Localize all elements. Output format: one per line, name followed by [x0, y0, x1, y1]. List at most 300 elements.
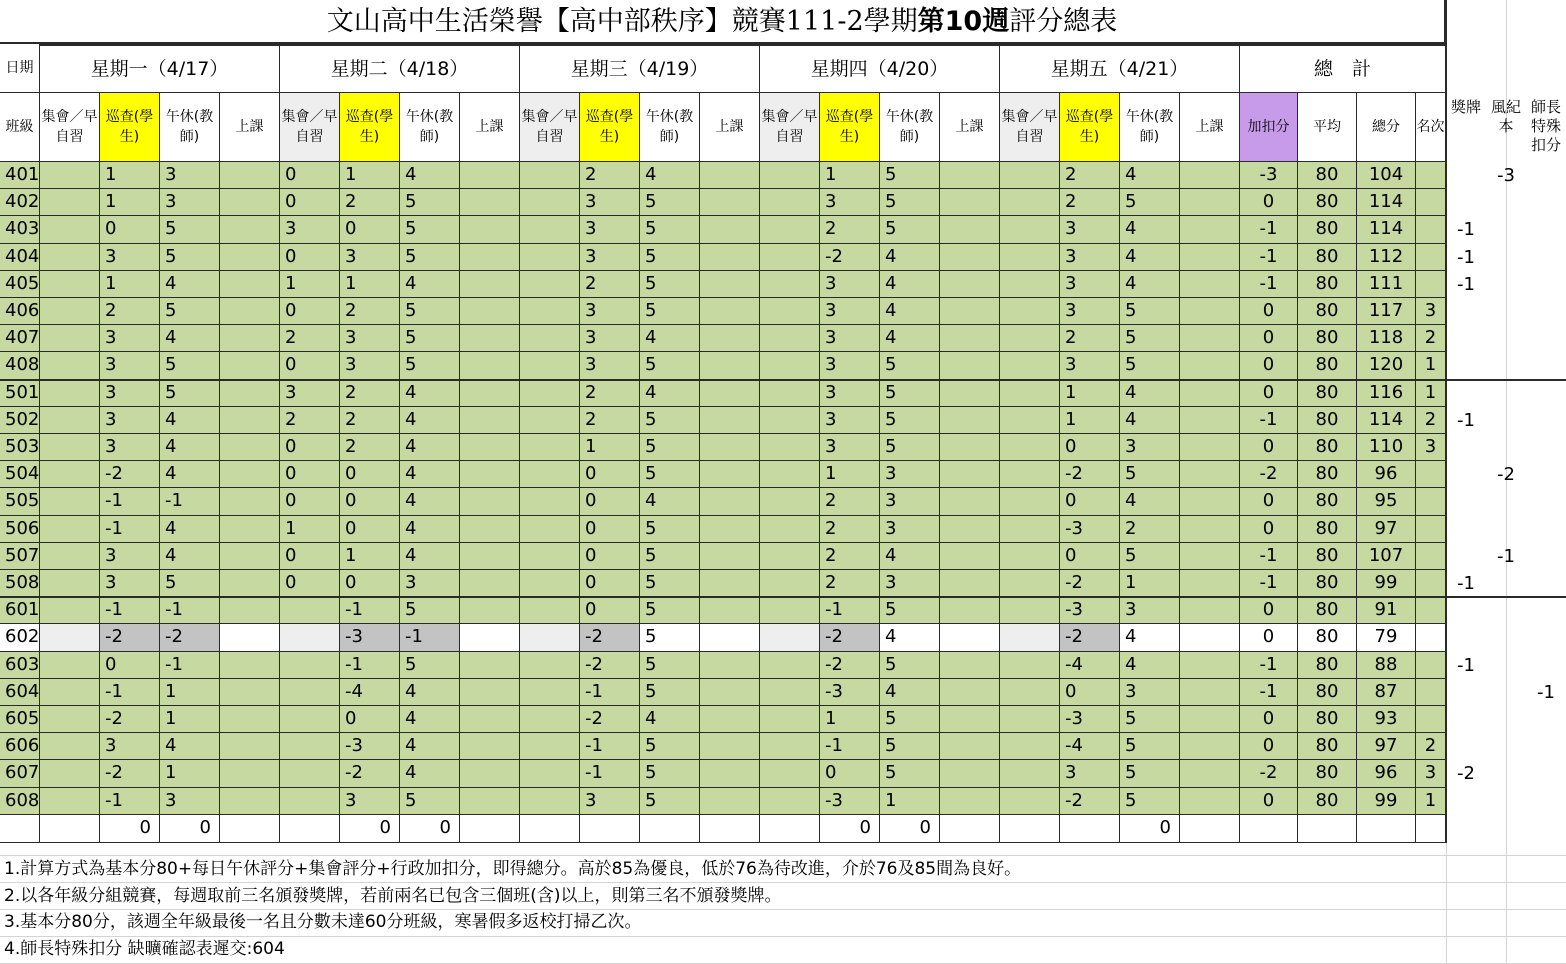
empty-cell: [1416, 815, 1446, 843]
score-cell: [1180, 352, 1240, 379]
score-cell: 5: [1120, 788, 1180, 815]
score-cell: [700, 516, 760, 543]
score-cell: 3: [1060, 760, 1120, 787]
average-cell: 80: [1298, 216, 1357, 243]
total-cell: 114: [1357, 407, 1416, 434]
score-cell: [40, 244, 100, 271]
score-cell: [220, 216, 280, 243]
score-cell: [940, 733, 1000, 760]
average-cell: 80: [1298, 652, 1357, 679]
rank-cell: 1: [1416, 352, 1446, 379]
rank-cell: 3: [1416, 434, 1446, 461]
score-cell: -2: [580, 652, 640, 679]
score-cell: 3: [580, 788, 640, 815]
score-cell: -1: [100, 679, 160, 706]
medal-cell: -1: [1457, 409, 1475, 431]
rank-cell: [1416, 271, 1446, 298]
average-cell: 80: [1298, 733, 1357, 760]
score-cell: [1180, 380, 1240, 407]
score-cell: [460, 325, 520, 352]
score-cell: -1: [340, 652, 400, 679]
score-cell: [40, 189, 100, 216]
score-cell: [460, 624, 520, 651]
totals-label-cell: [0, 815, 40, 843]
score-cell: 5: [640, 216, 700, 243]
column-total-cell: 0: [880, 815, 940, 843]
score-cell: 2: [1060, 162, 1120, 189]
score-cell: [520, 788, 580, 815]
total-col-header: 平均: [1298, 93, 1357, 162]
score-cell: 4: [1120, 652, 1180, 679]
score-cell: 2: [280, 407, 340, 434]
score-cell: [1000, 543, 1060, 570]
score-cell: 3: [820, 407, 880, 434]
score-cell: [1180, 543, 1240, 570]
average-cell: 80: [1298, 760, 1357, 787]
score-cell: [700, 679, 760, 706]
score-cell: 1: [100, 162, 160, 189]
score-cell: [940, 325, 1000, 352]
score-cell: 5: [400, 325, 460, 352]
score-cell: [1180, 244, 1240, 271]
column-total-cell: [700, 815, 760, 843]
score-cell: [700, 760, 760, 787]
score-cell: [700, 189, 760, 216]
adjust-cell: -1: [1240, 216, 1298, 243]
score-cell: 3: [340, 352, 400, 379]
score-cell: -2: [580, 706, 640, 733]
score-cell: [1180, 216, 1240, 243]
total-cell: 96: [1357, 760, 1416, 787]
score-cell: -1: [100, 597, 160, 624]
score-cell: 1: [340, 162, 400, 189]
score-cell: [460, 244, 520, 271]
score-cell: -2: [820, 624, 880, 651]
column-total-cell: [760, 815, 820, 843]
rank-cell: 1: [1416, 380, 1446, 407]
score-cell: 3: [1060, 244, 1120, 271]
score-cell: [700, 380, 760, 407]
score-cell: [520, 325, 580, 352]
score-cell: 5: [1120, 760, 1180, 787]
adjust-cell: 0: [1240, 325, 1298, 352]
score-cell: 5: [880, 597, 940, 624]
score-cell: -2: [100, 760, 160, 787]
total-cell: 87: [1357, 679, 1416, 706]
score-cell: [280, 733, 340, 760]
column-total-cell: [580, 815, 640, 843]
average-cell: 80: [1298, 271, 1357, 298]
score-cell: -3: [1060, 597, 1120, 624]
score-cell: [760, 570, 820, 597]
score-cell: 5: [640, 760, 700, 787]
score-cell: 5: [640, 244, 700, 271]
total-cell: 97: [1357, 733, 1416, 760]
score-cell: [760, 624, 820, 651]
score-cell: 3: [820, 271, 880, 298]
score-cell: [940, 706, 1000, 733]
score-cell: 5: [880, 380, 940, 407]
score-cell: 3: [580, 298, 640, 325]
class-cell: 505: [0, 488, 40, 515]
column-total-cell: 0: [340, 815, 400, 843]
score-cell: [40, 543, 100, 570]
score-cell: [40, 652, 100, 679]
score-cell: [1180, 652, 1240, 679]
score-cell: [940, 162, 1000, 189]
score-cell: [40, 788, 100, 815]
score-cell: [1180, 488, 1240, 515]
score-cell: [40, 733, 100, 760]
score-cell: [520, 516, 580, 543]
score-cell: [220, 597, 280, 624]
score-cell: [220, 543, 280, 570]
score-cell: [1000, 434, 1060, 461]
total-cell: 117: [1357, 298, 1416, 325]
score-cell: [460, 189, 520, 216]
score-cell: [940, 488, 1000, 515]
score-cell: [280, 597, 340, 624]
score-cell: 5: [1120, 706, 1180, 733]
score-cell: [760, 298, 820, 325]
note-line: 2.以各年級分組競賽，每週取前三名頒發獎牌，若前兩名已包含三個班(含)以上，則第三名不頒發獎牌。: [4, 885, 782, 906]
score-cell: [1180, 407, 1240, 434]
score-cell: 5: [880, 652, 940, 679]
score-cell: -2: [1060, 570, 1120, 597]
score-cell: 4: [880, 624, 940, 651]
score-cell: 1: [820, 461, 880, 488]
score-cell: 3: [1060, 271, 1120, 298]
score-cell: 3: [820, 325, 880, 352]
score-cell: [1180, 570, 1240, 597]
score-cell: [1180, 434, 1240, 461]
score-cell: 5: [160, 244, 220, 271]
score-cell: [220, 488, 280, 515]
class-cell: 602: [0, 624, 40, 651]
score-cell: [460, 271, 520, 298]
score-cell: 5: [1120, 352, 1180, 379]
score-cell: 1: [820, 162, 880, 189]
score-cell: [760, 733, 820, 760]
score-cell: 5: [640, 407, 700, 434]
score-cell: 1: [160, 706, 220, 733]
score-cell: [940, 624, 1000, 651]
score-cell: [1000, 733, 1060, 760]
adjust-cell: -2: [1240, 760, 1298, 787]
score-cell: [1180, 706, 1240, 733]
total-cell: 97: [1357, 516, 1416, 543]
score-cell: [220, 352, 280, 379]
score-cell: [1180, 788, 1240, 815]
score-cell: [40, 298, 100, 325]
score-cell: 0: [580, 597, 640, 624]
score-cell: [40, 516, 100, 543]
total-cell: 112: [1357, 244, 1416, 271]
score-cell: 1: [160, 760, 220, 787]
score-cell: 0: [1060, 543, 1120, 570]
class-cell: 606: [0, 733, 40, 760]
score-cell: -1: [160, 652, 220, 679]
score-cell: [940, 407, 1000, 434]
score-cell: 0: [820, 760, 880, 787]
score-cell: -1: [100, 488, 160, 515]
score-cell: [280, 679, 340, 706]
score-cell: 0: [340, 488, 400, 515]
grade-separator: [0, 596, 1566, 598]
score-cell: [1180, 679, 1240, 706]
rank-cell: 2: [1416, 733, 1446, 760]
score-cell: [460, 706, 520, 733]
score-cell: 4: [400, 679, 460, 706]
side-col-header: 獎牌: [1450, 98, 1481, 116]
score-cell: [1000, 488, 1060, 515]
total-cell: 114: [1357, 189, 1416, 216]
score-cell: [760, 788, 820, 815]
total-cell: 111: [1357, 271, 1416, 298]
score-cell: 5: [640, 624, 700, 651]
score-cell: [760, 352, 820, 379]
column-total-cell: [220, 815, 280, 843]
score-cell: 4: [880, 298, 940, 325]
total-cell: 110: [1357, 434, 1416, 461]
column-total-cell: [280, 815, 340, 843]
score-cell: [700, 461, 760, 488]
score-cell: [40, 271, 100, 298]
score-cell: [700, 543, 760, 570]
class-label: 班級: [0, 93, 40, 162]
adjust-cell: 0: [1240, 352, 1298, 379]
day-header: 星期四（4/20）: [760, 44, 1000, 93]
note-line: 1.計算方式為基本分80+每日午休評分+集會評分+行政加扣分，即得總分。高於85為優良，低於76為待改進，介於76及85間為良好。: [4, 859, 1022, 879]
score-cell: 4: [1120, 488, 1180, 515]
rank-cell: [1416, 216, 1446, 243]
score-cell: [460, 488, 520, 515]
score-cell: [940, 271, 1000, 298]
rank-cell: [1416, 652, 1446, 679]
sub-col-header: 上課: [1180, 93, 1240, 162]
score-cell: [1180, 271, 1240, 298]
class-cell: 603: [0, 652, 40, 679]
total-cell: 104: [1357, 162, 1416, 189]
score-cell: 5: [640, 461, 700, 488]
score-cell: [280, 706, 340, 733]
page-title: [0, 0, 1446, 44]
column-total-cell: 0: [400, 815, 460, 843]
score-cell: [760, 706, 820, 733]
adjust-cell: -1: [1240, 679, 1298, 706]
adjust-cell: 0: [1240, 516, 1298, 543]
score-cell: [1180, 162, 1240, 189]
class-cell: 405: [0, 271, 40, 298]
class-cell: 604: [0, 679, 40, 706]
score-cell: [460, 760, 520, 787]
score-cell: [940, 788, 1000, 815]
score-cell: 3: [160, 788, 220, 815]
score-cell: 4: [1120, 162, 1180, 189]
score-cell: [1000, 325, 1060, 352]
average-cell: 80: [1298, 298, 1357, 325]
score-cell: 2: [280, 325, 340, 352]
score-cell: [700, 407, 760, 434]
score-cell: 4: [400, 271, 460, 298]
column-total-cell: [940, 815, 1000, 843]
score-cell: 4: [1120, 216, 1180, 243]
rank-cell: 3: [1416, 298, 1446, 325]
total-cell: 114: [1357, 216, 1416, 243]
score-cell: 3: [160, 162, 220, 189]
column-total-cell: 0: [820, 815, 880, 843]
score-cell: 5: [640, 652, 700, 679]
score-cell: [940, 380, 1000, 407]
score-cell: 4: [880, 325, 940, 352]
score-cell: -2: [100, 624, 160, 651]
score-cell: [1180, 760, 1240, 787]
score-cell: 2: [100, 298, 160, 325]
score-cell: 4: [160, 271, 220, 298]
score-cell: 5: [640, 733, 700, 760]
total-header: 總 計: [1240, 44, 1446, 93]
rank-cell: 2: [1416, 325, 1446, 352]
score-cell: 4: [880, 543, 940, 570]
score-cell: [700, 788, 760, 815]
score-cell: [700, 244, 760, 271]
rank-cell: 3: [1416, 760, 1446, 787]
score-cell: [940, 652, 1000, 679]
score-cell: 0: [580, 516, 640, 543]
score-cell: 4: [400, 760, 460, 787]
score-cell: [520, 543, 580, 570]
score-cell: -1: [400, 624, 460, 651]
score-cell: [1180, 624, 1240, 651]
score-cell: 4: [400, 407, 460, 434]
adjust-cell: -1: [1240, 570, 1298, 597]
score-cell: 4: [160, 325, 220, 352]
side-col-header: 風紀本: [1490, 98, 1521, 135]
score-cell: [760, 380, 820, 407]
score-cell: [760, 461, 820, 488]
score-cell: [1000, 271, 1060, 298]
total-col-header: 名次: [1416, 93, 1446, 162]
score-cell: 3: [100, 244, 160, 271]
rank-cell: [1416, 706, 1446, 733]
score-cell: [700, 352, 760, 379]
score-cell: 0: [280, 543, 340, 570]
score-cell: [460, 216, 520, 243]
score-cell: 3: [100, 407, 160, 434]
score-cell: 1: [160, 679, 220, 706]
score-cell: [940, 298, 1000, 325]
title-week: 第10週: [917, 6, 1010, 37]
adjust-cell: -3: [1240, 162, 1298, 189]
score-cell: [1000, 760, 1060, 787]
score-cell: [520, 380, 580, 407]
score-cell: 4: [400, 488, 460, 515]
score-cell: 3: [580, 352, 640, 379]
column-total-cell: 0: [1120, 815, 1180, 843]
total-cell: 107: [1357, 543, 1416, 570]
score-cell: 5: [400, 788, 460, 815]
average-cell: 80: [1298, 380, 1357, 407]
sub-col-header: 巡查(學生): [580, 93, 640, 162]
score-cell: -2: [100, 706, 160, 733]
score-cell: [520, 162, 580, 189]
score-cell: 5: [1120, 543, 1180, 570]
score-cell: [520, 760, 580, 787]
score-cell: [520, 624, 580, 651]
average-cell: 80: [1298, 162, 1357, 189]
score-cell: 1: [280, 271, 340, 298]
score-cell: [220, 679, 280, 706]
score-cell: [40, 488, 100, 515]
score-cell: 5: [640, 434, 700, 461]
day-header: 星期三（4/19）: [520, 44, 760, 93]
score-cell: [940, 543, 1000, 570]
rank-cell: 1: [1416, 788, 1446, 815]
class-cell: 408: [0, 352, 40, 379]
score-cell: 3: [820, 352, 880, 379]
score-cell: [760, 216, 820, 243]
score-cell: 5: [1120, 325, 1180, 352]
note-line: 3.基本分80分，該週全年級最後一名且分數未達60分班級，寒暑假多返校打掃乙次。: [4, 912, 642, 932]
score-cell: 4: [160, 516, 220, 543]
class-cell: 507: [0, 543, 40, 570]
score-cell: [760, 244, 820, 271]
average-cell: 80: [1298, 244, 1357, 271]
score-cell: 2: [1120, 516, 1180, 543]
score-cell: 4: [640, 706, 700, 733]
score-cell: 3: [1120, 434, 1180, 461]
score-cell: 5: [880, 216, 940, 243]
score-cell: [280, 760, 340, 787]
score-cell: [1000, 597, 1060, 624]
medal-cell: -1: [1457, 654, 1475, 676]
score-cell: 5: [880, 162, 940, 189]
score-cell: 1: [880, 788, 940, 815]
score-cell: [220, 461, 280, 488]
adjust-cell: -1: [1240, 652, 1298, 679]
score-cell: 3: [340, 244, 400, 271]
score-cell: 4: [160, 733, 220, 760]
class-cell: 406: [0, 298, 40, 325]
average-cell: 80: [1298, 679, 1357, 706]
score-cell: [40, 434, 100, 461]
total-cell: 88: [1357, 652, 1416, 679]
score-cell: 0: [280, 298, 340, 325]
score-cell: [1180, 189, 1240, 216]
score-cell: 4: [160, 407, 220, 434]
score-cell: 1: [580, 434, 640, 461]
score-cell: [1000, 298, 1060, 325]
score-cell: 4: [880, 244, 940, 271]
adjust-cell: 0: [1240, 189, 1298, 216]
score-cell: [460, 461, 520, 488]
class-cell: 607: [0, 760, 40, 787]
score-cell: [40, 216, 100, 243]
score-cell: 5: [640, 189, 700, 216]
sub-col-header: 集會／早自習: [40, 93, 100, 162]
score-cell: 5: [400, 244, 460, 271]
score-cell: 1: [340, 271, 400, 298]
score-cell: [40, 760, 100, 787]
score-cell: 5: [400, 189, 460, 216]
sub-col-header: 上課: [460, 93, 520, 162]
class-cell: 506: [0, 516, 40, 543]
adjust-cell: 0: [1240, 488, 1298, 515]
score-cell: 5: [880, 434, 940, 461]
score-cell: [220, 652, 280, 679]
score-cell: [40, 461, 100, 488]
score-cell: [1000, 380, 1060, 407]
